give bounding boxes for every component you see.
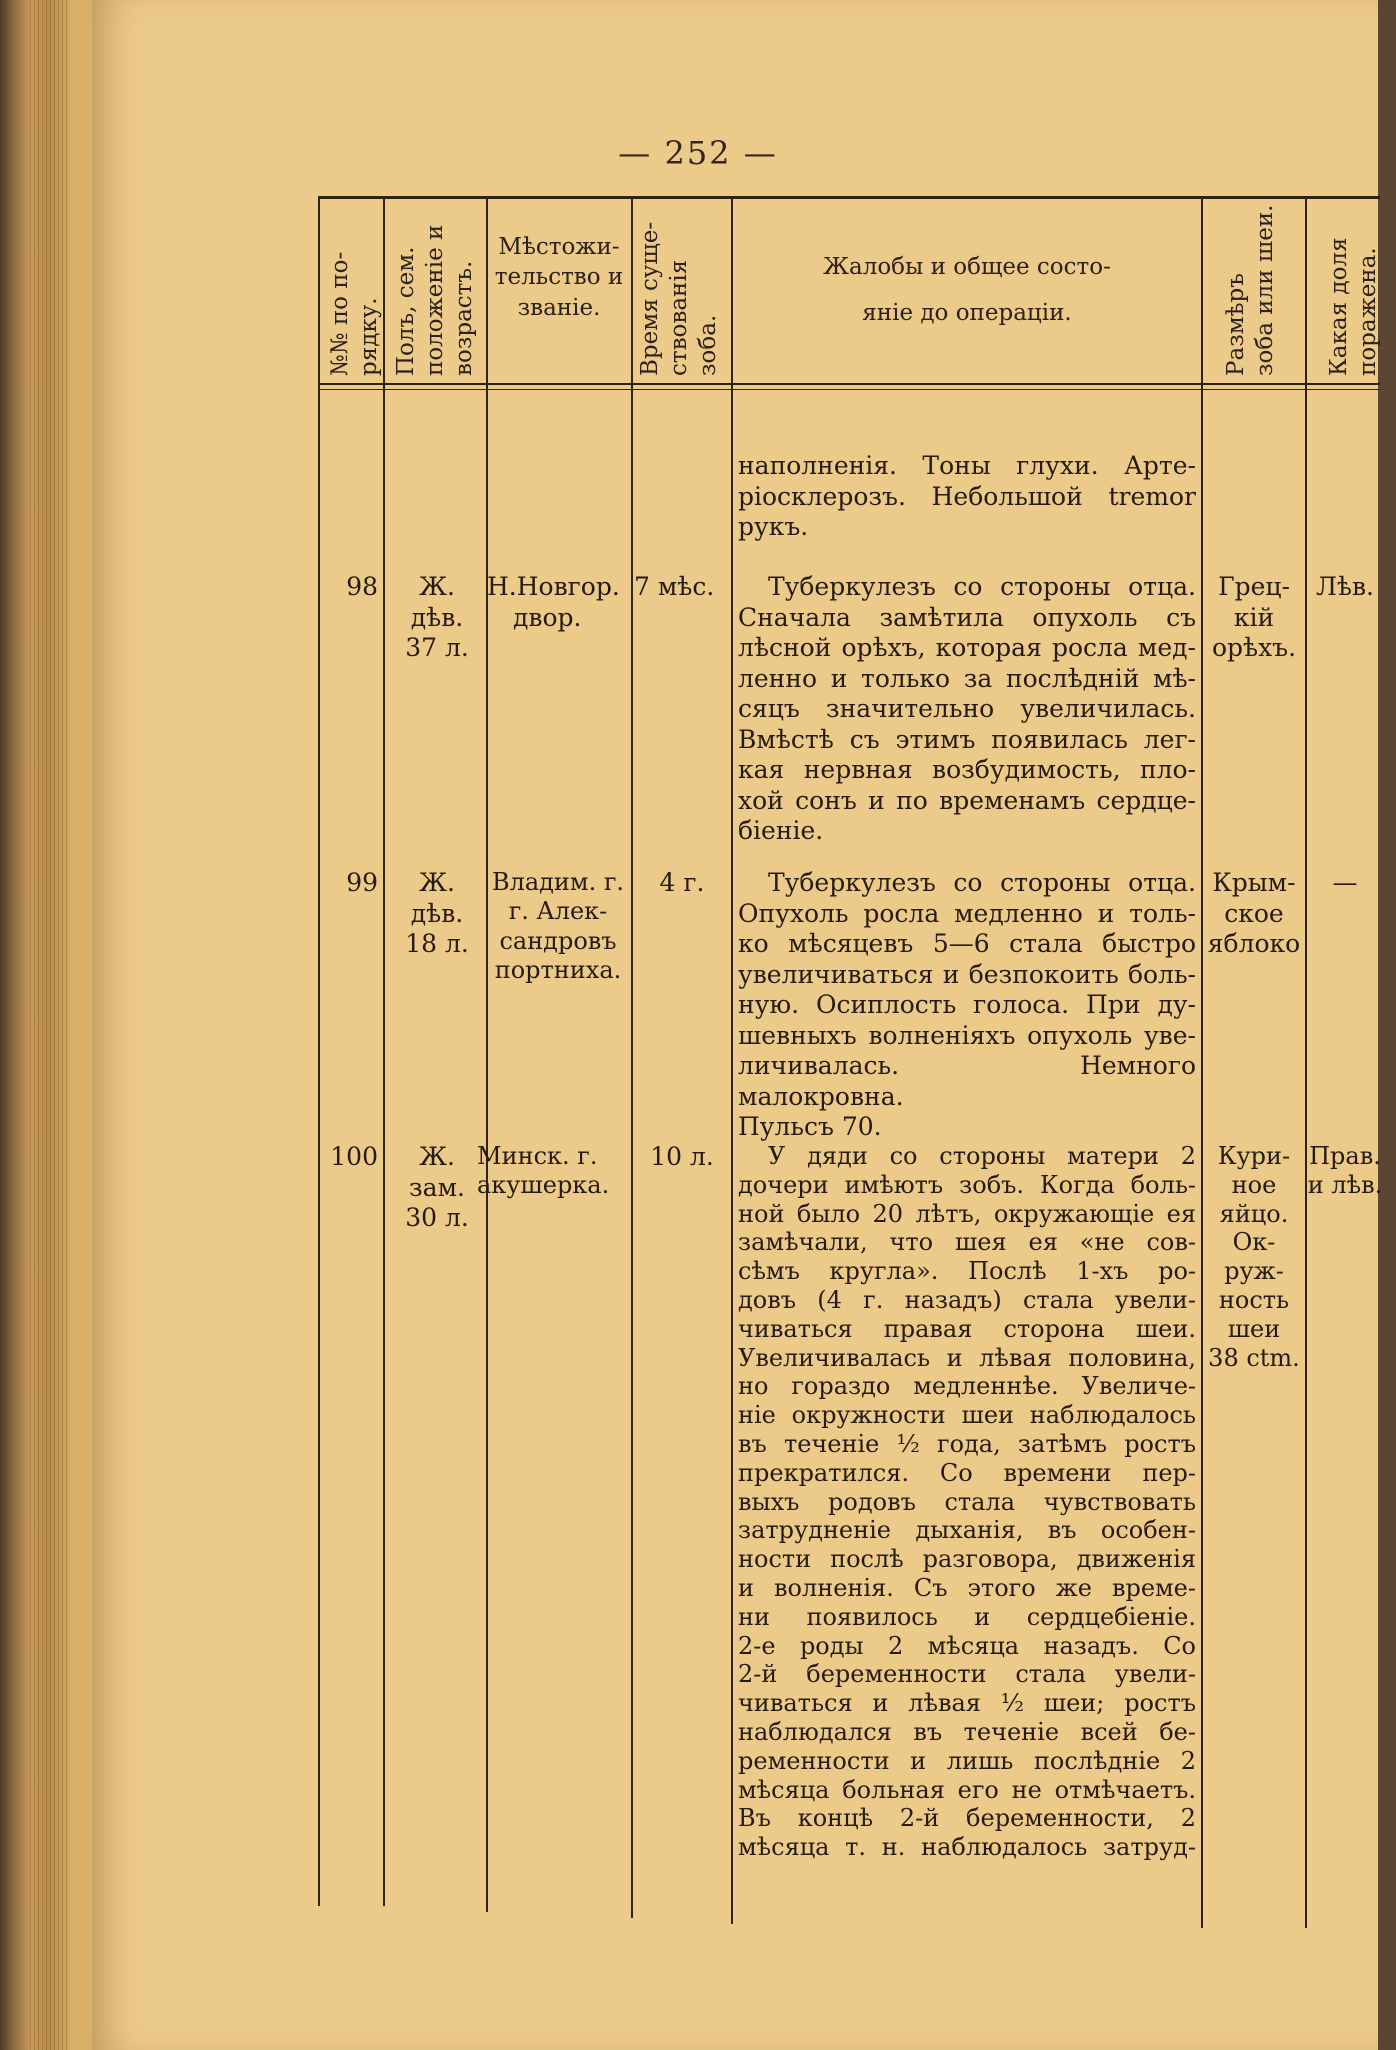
row-98-sex: Ж. дѣв. 37 л. [405,572,469,662]
header-bottom-rule [318,383,1380,385]
page-number: — 252 — [618,134,778,172]
row-99-size: Крым- ское яблоко [1207,868,1301,958]
row-100-complaints: У дяди со стороны матери 2 дочери имѣютъ зобъ. Когда боль- ной было 20 лѣтъ, окружающіе ея замѣчали, что шея ея «не сов- сѣмъ кругла». Послѣ 1-хъ ро- довъ (4 г. назадъ) стала увели- чиваться правая сторона шеи. Увеличивалась и лѣвая половина, но гораздо медленнѣе. Увеличе- ніе окружности шеи наблюдалось въ теченіе ½ года, затѣмъ ростъ прекратился. Со времени пер- выхъ родовъ стала чувствовать затрудненіе дыханія, въ особен- ности послѣ разговора, движенія и волненія. Съ этого же време- ни появилось и сердцебіеніе. 2-е роды 2 мѣсяца назадъ. Со 2-й беременности стала увели- чиваться и лѣвая ½ шеи; ростъ наблюдался въ теченіе всей бе- ременности и лишь послѣдніе 2 мѣсяца больная его не отмѣчаетъ. Въ концѣ 2-й беременности, 2 мѣсяца т. н. наблюдалось затруд- [738,1142,1196,1862]
row-100-sex: Ж. зам. 30 л. [405,1142,469,1232]
row-100-no: 100 [330,1142,378,1171]
header-complaints: Жалобы и общее состо- яніе до операціи. [823,254,1111,326]
row-99-lobe: — [1332,868,1358,897]
row-99-complaints: Туберкулезъ со стороны отца. Опухоль росла медленно и толь- ко мѣсяцевъ 5—6 стала быстро увеличиваться и безпокоить боль- ную. Осиплость голоса. При ду- шевныхъ волненіяхъ опухоль уве- личивалась. Немного малокровна. Пульсъ 70. [738,868,1196,1141]
header-no: №№ по по- рядку. [327,251,382,376]
row-98-no: 98 [346,572,378,601]
row-98-size: Грец- кій орѣхъ. [1211,572,1297,662]
row-100-lobe: Прав. и лѣв. [1307,1142,1383,1199]
row-98-duration: 7 мѣс. [634,572,715,601]
header-residence: Мѣстожи- тельство и званіе. [494,234,624,321]
header-duration: Время суще- ствованія зоба. [637,221,721,376]
column-rule [1305,196,1307,1928]
row-99-duration: 4 г. [659,868,705,897]
column-rule [631,196,633,1918]
row-99-sex: Ж. дѣв. 18 л. [405,868,469,958]
header-lobe: Какая доля поражена. [1326,237,1381,376]
continuation-text: наполненія. Тоны глухи. Арте- ріосклерозъ. Небольшой tremor рукъ. [738,451,1196,541]
row-98-lobe: Лѣв. [1316,572,1374,601]
row-100-size: Кури- ное яйцо. Ок- руж- ность шеи 38 ctm. [1208,1142,1300,1372]
row-99-residence: Владим. г. г. Алек- сандровъ портниха. [491,868,625,984]
header-bottom-rule-2 [318,389,1380,390]
row-98-residence: Н.Новгор. двор. [487,572,620,632]
header-size: Размѣръ зоба или шеи. [1223,204,1278,376]
column-rule [486,196,488,1912]
column-rule [318,196,320,1906]
column-rule [383,196,385,1906]
column-rule [731,196,733,1924]
row-98-complaints: Туберкулезъ со стороны отца. Сначала замѣтила опухоль съ лѣсной орѣхъ, которая росла мед- ленно и только за послѣдній мѣ- сяцъ значительно увеличилась. Вмѣстѣ съ этимъ появилась лег- кая нервная возбудимость, пло- хой сонъ и по временамъ сердце- біеніе. [738,572,1196,845]
row-100-duration: 10 л. [650,1142,714,1171]
column-rule [1201,196,1203,1928]
table-top-rule [318,196,1380,199]
row-99-no: 99 [346,868,378,897]
header-sex: Полъ, сем. положеніе и возрастъ. [393,224,477,376]
row-100-residence: Минск. г. акушерка. [477,1142,610,1200]
